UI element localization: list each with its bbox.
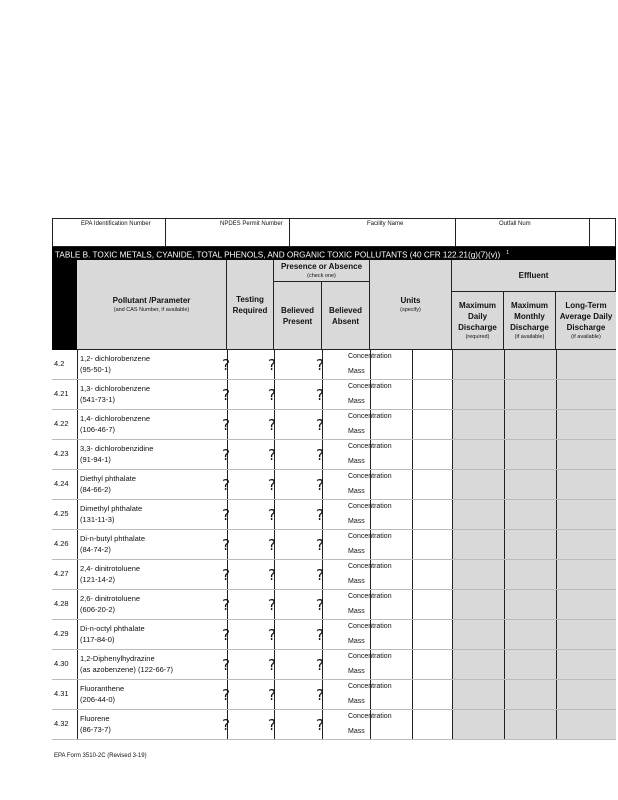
pollutant-name: Dimethyl phthalate	[80, 504, 143, 513]
table-row	[52, 440, 616, 470]
table-row	[52, 500, 616, 530]
testing-required-field[interactable]: ?	[222, 476, 230, 494]
col-units-label: Units	[400, 296, 421, 305]
table-title	[52, 247, 616, 260]
pollutant-name: 3,3- dichlorobenzidine	[80, 444, 154, 453]
believed-present-checkbox[interactable]: ?	[268, 656, 276, 674]
believed-absent-checkbox[interactable]: ?	[316, 506, 324, 524]
believed-absent-checkbox[interactable]: ?	[316, 566, 324, 584]
pollutant-name: Fluorene	[80, 714, 110, 723]
unit-mass: Mass	[348, 458, 365, 465]
pollutant-name: Fluoranthene	[80, 684, 125, 693]
unit-concentration: Concentration	[348, 383, 392, 390]
believed-present-checkbox[interactable]: ?	[268, 386, 276, 404]
unit-concentration: Concentration	[348, 353, 392, 360]
unit-mass: Mass	[348, 578, 365, 585]
row-number: 4.23	[54, 449, 69, 458]
col-testing-label: Testing Required	[232, 294, 268, 315]
unit-concentration: Concentration	[348, 413, 392, 420]
table-title-text: TABLE B. TOXIC METALS, CYANIDE, TOTAL PHENOLS, AND ORGANIC TOXIC POLLUTANTS (40 CFR 122.21(g)(7)(v))	[55, 250, 501, 260]
unit-concentration: Concentration	[348, 473, 392, 480]
cas-number: (117-84-0)	[80, 635, 115, 644]
unit-mass: Mass	[348, 728, 365, 735]
believed-absent-checkbox[interactable]: ?	[316, 656, 324, 674]
believed-present-checkbox[interactable]: ?	[268, 476, 276, 494]
row-number: 4.30	[54, 659, 69, 668]
believed-absent-checkbox[interactable]: ?	[316, 356, 324, 374]
testing-required-field[interactable]: ?	[222, 566, 230, 584]
believed-present-checkbox[interactable]: ?	[268, 566, 276, 584]
table-row	[52, 710, 616, 740]
col-units	[370, 260, 452, 350]
row-number: 4.32	[54, 719, 69, 728]
pollutant-name: 1,4- dichlorobenzene	[80, 414, 151, 423]
table-row	[52, 530, 616, 560]
unit-mass: Mass	[348, 638, 365, 645]
believed-absent-checkbox[interactable]: ?	[316, 416, 324, 434]
believed-absent-checkbox[interactable]: ?	[316, 716, 324, 734]
outfall-label: Outfall Num	[499, 221, 531, 227]
believed-present-checkbox[interactable]: ?	[268, 536, 276, 554]
believed-absent-checkbox[interactable]: ?	[316, 476, 324, 494]
unit-concentration: Concentration	[348, 443, 392, 450]
col-max-daily-sub: (required)	[465, 334, 490, 340]
cas-number: (606-20-2)	[80, 605, 116, 614]
row-number: 4.27	[54, 569, 69, 578]
unit-mass: Mass	[348, 398, 365, 405]
testing-required-field[interactable]: ?	[222, 656, 230, 674]
testing-required-field[interactable]: ?	[222, 596, 230, 614]
row-number: 4.21	[54, 389, 69, 398]
believed-present-checkbox[interactable]: ?	[268, 356, 276, 374]
col-max-monthly-label: Maximum Monthly Discharge	[510, 301, 549, 332]
table-row	[52, 650, 616, 680]
table-header	[52, 260, 616, 350]
cas-number: (84-66-2)	[80, 485, 111, 494]
pollutant-name: 1,2- dichlorobenzene	[80, 354, 151, 363]
unit-concentration: Concentration	[348, 623, 392, 630]
testing-required-field[interactable]: ?	[222, 356, 230, 374]
table-row	[52, 470, 616, 500]
unit-mass: Mass	[348, 548, 365, 555]
unit-concentration: Concentration	[348, 563, 392, 570]
unit-mass: Mass	[348, 488, 365, 495]
col-pollutant	[77, 260, 227, 350]
row-number: 4.31	[54, 689, 69, 698]
unit-concentration: Concentration	[348, 683, 392, 690]
believed-absent-checkbox[interactable]: ?	[316, 446, 324, 464]
col-max-monthly-sub: (if available)	[514, 334, 545, 340]
col-max-daily	[452, 292, 504, 350]
believed-present-checkbox[interactable]: ?	[268, 596, 276, 614]
table-row	[52, 590, 616, 620]
unit-mass: Mass	[348, 518, 365, 525]
col-pollutant-sub: (and CAS Number, if available)	[113, 307, 190, 313]
cas-number: (as azobenzene) (122-66-7)	[80, 665, 173, 674]
row-number: 4.2	[54, 359, 65, 368]
cas-number: (106-46-7)	[80, 425, 116, 434]
believed-absent-checkbox[interactable]: ?	[316, 386, 324, 404]
col-believed-absent	[322, 282, 370, 350]
unit-concentration: Concentration	[348, 653, 392, 660]
unit-mass: Mass	[348, 668, 365, 675]
cas-number: (95-50-1)	[80, 365, 111, 374]
col-presence	[274, 260, 370, 282]
pollutant-name: 1,3- dichlorobenzene	[80, 384, 151, 393]
believed-present-checkbox[interactable]: ?	[268, 446, 276, 464]
table-row	[52, 380, 616, 410]
believed-absent-checkbox[interactable]: ?	[316, 626, 324, 644]
cas-number: (206-44-0)	[80, 695, 116, 704]
facility-label: Facility Name	[367, 221, 404, 227]
testing-required-field[interactable]: ?	[222, 716, 230, 734]
table-row	[52, 410, 616, 440]
believed-present-checkbox[interactable]: ?	[268, 506, 276, 524]
believed-present-checkbox[interactable]: ?	[268, 716, 276, 734]
pollutant-name: Di-n-octyl phthalate	[80, 624, 145, 633]
cas-number: (84-74-2)	[80, 545, 111, 554]
col-units-sub: (specify)	[400, 307, 421, 313]
table-row	[52, 350, 616, 380]
unit-mass: Mass	[348, 698, 365, 705]
col-long-term	[556, 292, 616, 350]
col-presence-sub: (check one)	[307, 273, 336, 279]
unit-concentration: Concentration	[348, 503, 392, 510]
unit-concentration: Concentration	[348, 533, 392, 540]
testing-required-field[interactable]: ?	[222, 626, 230, 644]
row-number: 4.29	[54, 629, 69, 638]
row-number: 4.28	[54, 599, 69, 608]
testing-required-field[interactable]: ?	[222, 506, 230, 524]
col-presence-label: Presence or Absence	[280, 262, 363, 271]
pollutant-name: 2,4- dinitrotoluene	[80, 564, 141, 573]
col-believed-absent-label: Believed Absent	[329, 305, 362, 326]
believed-present-checkbox[interactable]: ?	[268, 626, 276, 644]
col-long-term-sub: (if available)	[571, 334, 601, 340]
col-believed-present-label: Believed Present	[281, 305, 314, 326]
row-number: 4.22	[54, 419, 69, 428]
pollutant-name: Diethyl phthalate	[80, 474, 136, 483]
table-row	[52, 560, 616, 590]
col-effluent	[452, 260, 616, 292]
testing-required-field[interactable]: ?	[222, 446, 230, 464]
testing-required-field[interactable]: ?	[222, 686, 230, 704]
believed-present-checkbox[interactable]: ?	[268, 416, 276, 434]
believed-absent-checkbox[interactable]: ?	[316, 596, 324, 614]
believed-absent-checkbox[interactable]: ?	[316, 536, 324, 554]
npdes-label: NPDES Permit Number	[220, 221, 283, 227]
believed-present-checkbox[interactable]: ?	[268, 686, 276, 704]
unit-mass: Mass	[348, 368, 365, 375]
col-max-daily-label: Maximum Daily Discharge	[458, 301, 497, 332]
col-believed-present	[274, 282, 322, 350]
table-row	[52, 680, 616, 710]
col-effluent-label: Effluent	[518, 271, 549, 280]
testing-required-field[interactable]: ?	[222, 536, 230, 554]
unit-concentration: Concentration	[348, 713, 392, 720]
cas-number: (121-14-2)	[80, 575, 116, 584]
col-testing	[227, 260, 274, 350]
pollutant-name: Di-n-butyl phthalate	[80, 534, 146, 543]
col-long-term-label: Long-Term Average Daily Discharge	[559, 301, 613, 332]
table-row	[52, 620, 616, 650]
unit-mass: Mass	[348, 608, 365, 615]
pollutant-name: 2,6- dinitrotoluene	[80, 594, 141, 603]
col-pollutant-label: Pollutant /Parameter	[112, 296, 191, 305]
col-max-monthly	[504, 292, 556, 350]
pollutant-name: 1,2-Diphenylhydrazine	[80, 654, 155, 663]
epa-id-label: EPA Identification Number	[81, 221, 151, 227]
row-number: 4.25	[54, 509, 69, 518]
unit-concentration: Concentration	[348, 593, 392, 600]
cas-number: (86-73-7)	[80, 725, 111, 734]
identification-bar	[52, 218, 616, 247]
believed-absent-checkbox[interactable]: ?	[316, 686, 324, 704]
table-title-footnote: 1	[506, 250, 510, 256]
testing-required-field[interactable]: ?	[222, 386, 230, 404]
cas-number: (131-11-3)	[80, 515, 115, 524]
row-number: 4.24	[54, 479, 69, 488]
cas-number: (91-94-1)	[80, 455, 111, 464]
testing-required-field[interactable]: ?	[222, 416, 230, 434]
unit-mass: Mass	[348, 428, 365, 435]
form-footer: EPA Form 3510-2C (Revised 3-19)	[54, 753, 147, 759]
row-number: 4.26	[54, 539, 69, 548]
cas-number: (541-73-1)	[80, 395, 116, 404]
